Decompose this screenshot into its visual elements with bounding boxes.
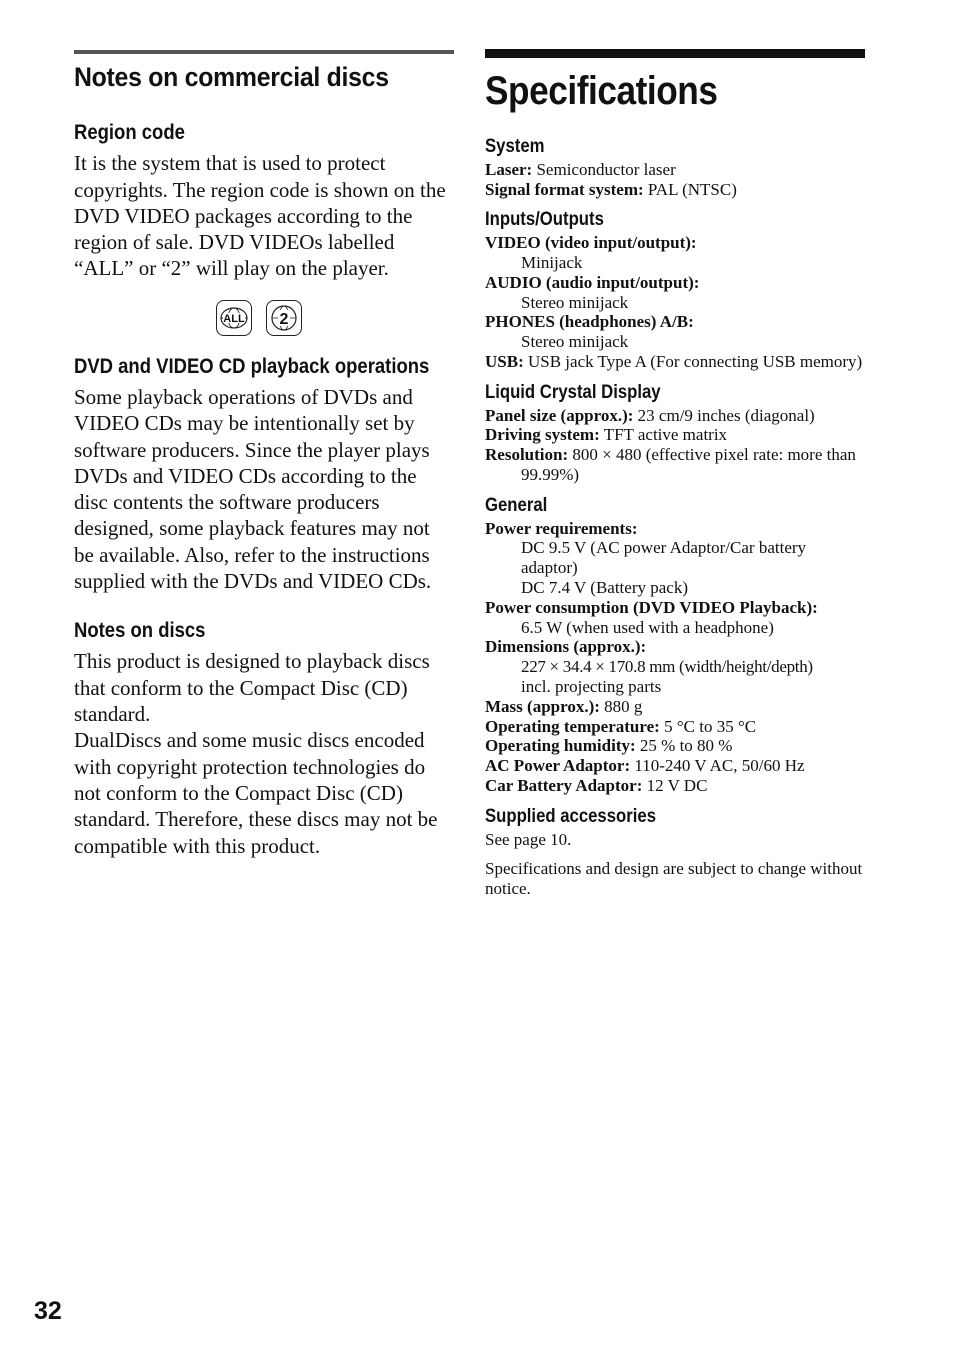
specifications-title: Specifications: [485, 69, 718, 113]
spec-power-req-value-1: DC 9.5 V (AC power Adaptor/Car battery adaptor): [521, 538, 807, 578]
system-section: [485, 136, 865, 199]
spec-power-consumption-label: Power consumption (DVD VIDEO Playback):: [485, 597, 818, 617]
spec-audio-label: AUDIO (audio input/output):: [485, 272, 700, 292]
spec-power-req-label: Power requirements:: [485, 518, 638, 538]
left-column: [74, 50, 454, 859]
specifications-notice: Specifications and design are subject to change without notice.: [485, 859, 863, 899]
right-column: [485, 49, 865, 899]
section-rule: [74, 50, 454, 54]
spec-dimensions-label: Dimensions (approx.):: [485, 637, 647, 657]
spec-operating-temperature: Operating temperature: 5 °C to 35 °C: [485, 716, 757, 736]
spec-ac-power-adaptor: AC Power Adaptor: 110-240 V AC, 50/60 Hz: [485, 756, 805, 776]
spec-laser: Laser: Semiconductor laser: [485, 159, 676, 179]
accessories-section: [485, 806, 865, 850]
spec-signal-format: Signal format system: PAL (NTSC): [485, 179, 737, 199]
spec-mass: Mass (approx.): 880 g: [485, 696, 643, 716]
region-code-heading: Region code: [74, 121, 185, 145]
badge-2-text: 2: [279, 310, 289, 328]
globe-all-icon: [219, 306, 249, 330]
general-section: [485, 495, 865, 796]
spec-power-consumption-value: 6.5 W (when used with a headphone): [521, 617, 774, 637]
region-all-icon: [216, 300, 252, 336]
playback-operations-heading: DVD and VIDEO CD playback operations: [74, 354, 430, 378]
spec-video-label: VIDEO (video input/output):: [485, 233, 697, 253]
spec-phones-value: Stereo minijack: [521, 332, 629, 352]
spec-dimensions-value-2: incl. projecting parts: [521, 676, 662, 696]
playback-operations-section: [74, 354, 454, 595]
lcd-heading: Liquid Crystal Display: [485, 381, 661, 403]
playback-operations-text: Some playback operations of DVDs and VIDEO CDs may be intentionally set by software producers. Since the player plays DVDs and VIDEO CDs according to the disc contents the software producers designed, some playback features may not be available. Also, refer to the instructions supplied with the DVDs and VIDEO CDs.: [74, 384, 432, 593]
notes-on-discs-section: [74, 618, 454, 859]
globe-2-icon: [269, 303, 299, 333]
region-2-icon: [266, 300, 302, 336]
spec-car-battery-adaptor: Car Battery Adaptor: 12 V DC: [485, 775, 708, 795]
spec-resolution: Resolution: 800 × 480 (effective pixel rate: more than 99.99%): [485, 445, 856, 484]
notes-on-discs-heading: Notes on discs: [74, 619, 206, 643]
accessories-heading: Supplied accessories: [485, 805, 657, 827]
inputs-outputs-section: [485, 209, 865, 371]
badge-all-text: ALL: [223, 312, 245, 325]
spec-audio-value: Stereo minijack: [521, 292, 629, 312]
general-heading: General: [485, 494, 548, 516]
spec-power-req-value-2: DC 7.4 V (Battery pack): [521, 577, 688, 597]
section-rule: [485, 49, 865, 58]
notes-title: Notes on commercial discs: [74, 62, 389, 92]
page-number: 32: [34, 1297, 62, 1325]
spec-operating-humidity: Operating humidity: 25 % to 80 %: [485, 736, 733, 756]
region-code-text: It is the system that is used to protect copyrights. The region code is shown on the DVD VIDEO packages according to the region of sale. DVD VIDEOs labelled “ALL” or “2” will play on the player.: [74, 151, 446, 281]
spec-usb: USB: USB jack Type A (For connecting USB memory): [485, 351, 863, 371]
spec-dimensions-value-1: 227 × 34.4 × 170.8 mm (width/height/depth): [521, 657, 813, 677]
spec-phones-label: PHONES (headphones) A/B:: [485, 312, 694, 332]
spec-panel-size: Panel size (approx.): 23 cm/9 inches (diagonal): [485, 405, 815, 425]
spec-video-value: Minijack: [521, 252, 583, 272]
spec-driving-system: Driving system: TFT active matrix: [485, 425, 728, 445]
notes-on-discs-text-1: This product is designed to playback discs that conform to the Compact Disc (CD) standard.: [74, 649, 430, 727]
lcd-section: [485, 382, 865, 485]
inputs-outputs-heading: Inputs/Outputs: [485, 209, 604, 231]
region-code-section: [74, 120, 454, 336]
accessories-text: See page 10.: [485, 829, 572, 849]
notes-on-discs-text-2: DualDiscs and some music discs encoded with copyright protection technologies do not conform to the Compact Disc (CD) standard. Therefore, these discs may not be compatible with this product.: [74, 728, 438, 858]
system-heading: System: [485, 136, 545, 157]
region-badges: [216, 300, 454, 336]
